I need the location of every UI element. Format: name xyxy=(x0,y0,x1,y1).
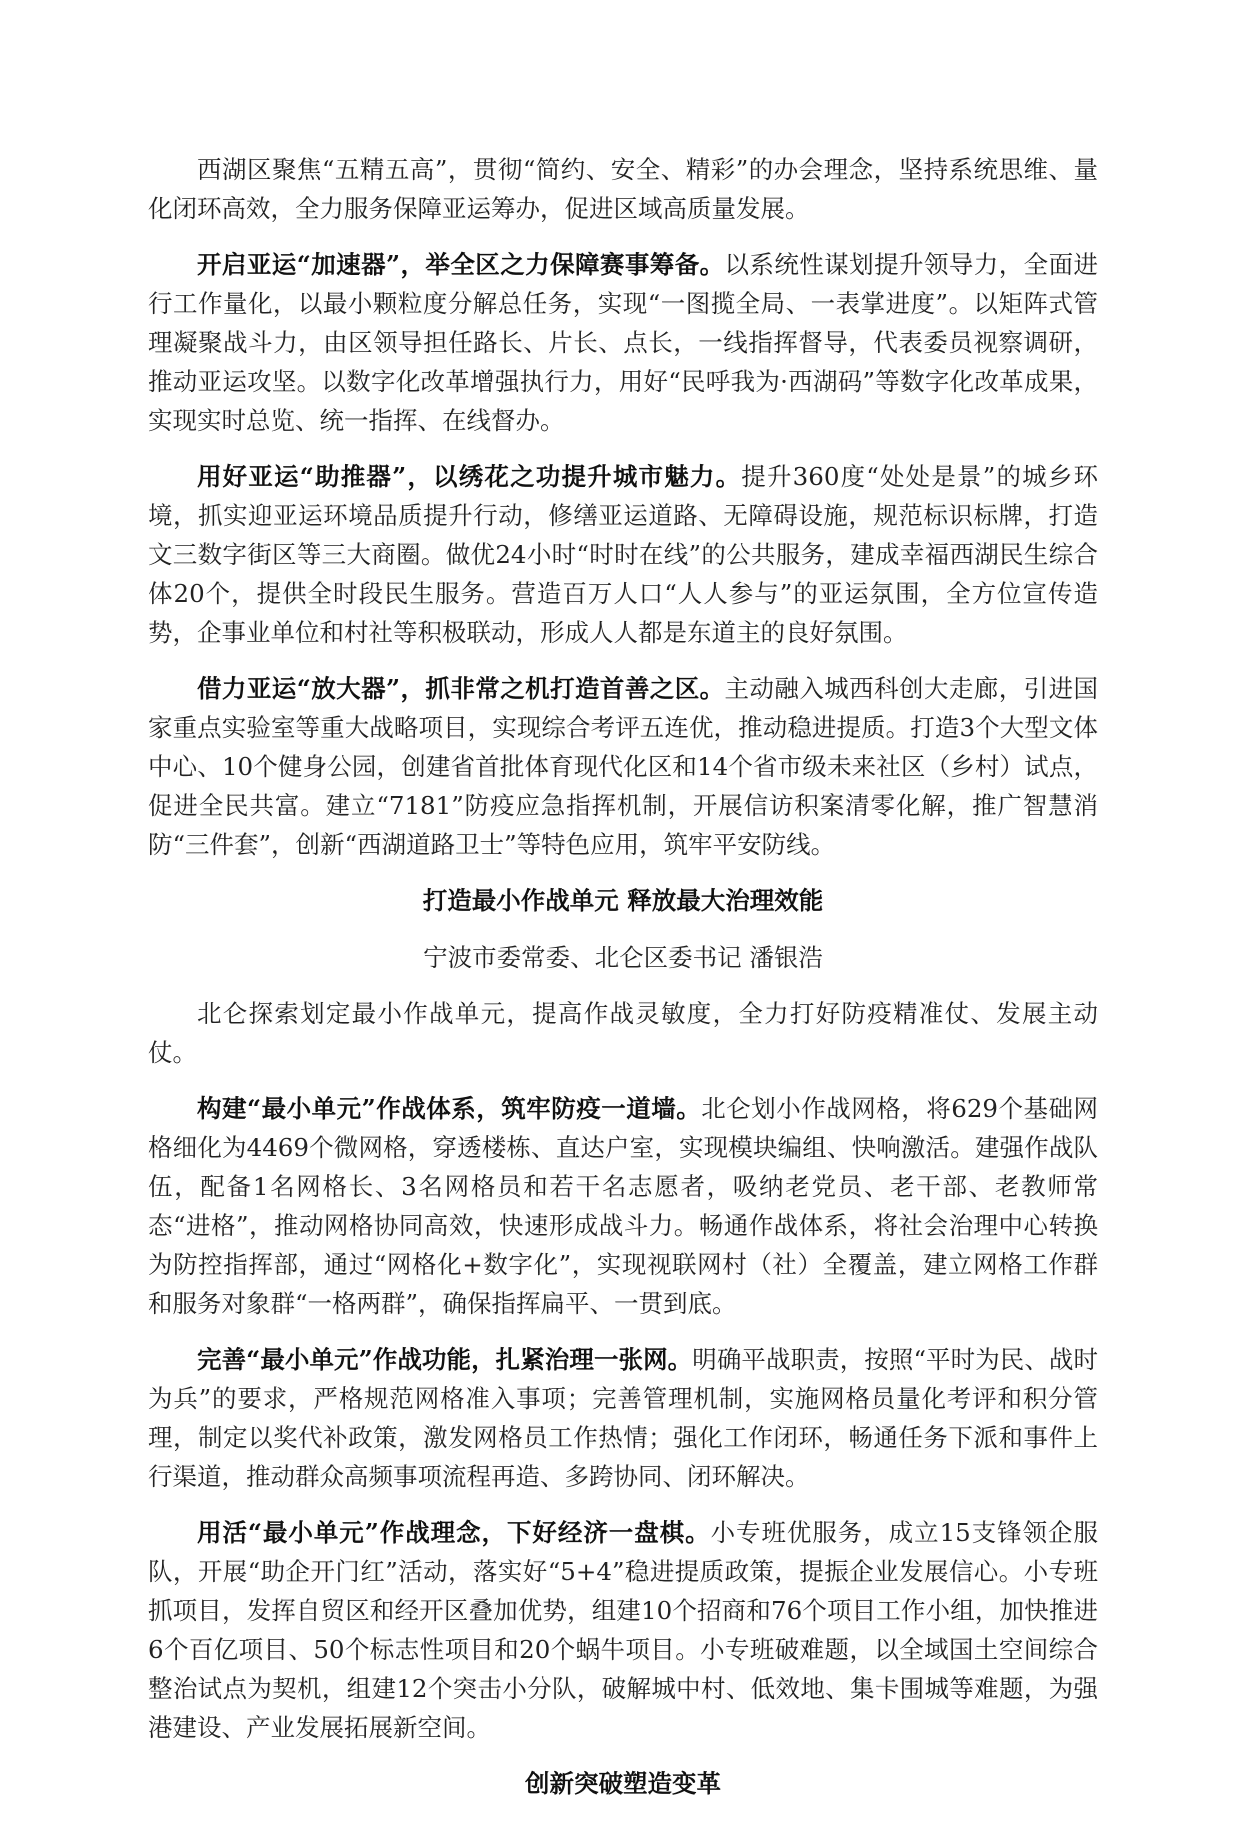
author-byline: 宁波市委常委、北仑区委书记 潘银浩 xyxy=(423,943,823,972)
paragraph-lead: 构建“最小单元”作战体系，筑牢防疫一道墙。 xyxy=(197,1094,702,1123)
paragraph-lead: 开启亚运“加速器”，举全区之力保障赛事筹备。 xyxy=(197,250,725,279)
body-paragraph xyxy=(148,245,1098,440)
body-paragraph xyxy=(148,669,1098,864)
paragraph-lead: 用好亚运“助推器”，以绣花之功提升城市魅力。 xyxy=(197,462,742,491)
paragraph-lead: 用活“最小单元”作战理念，下好经济一盘棋。 xyxy=(197,1518,711,1547)
intro-paragraph xyxy=(148,994,1098,1072)
paragraph-text: 以系统性谋划提升领导力，全面进行工作量化，以最小颗粒度分解总任务，实现“一图揽全局、一表掌进度”。以矩阵式管理凝聚战斗力，由区领导担任路长、片长、点长，一线指挥督导，代表委员视察调研，推动亚运攻坚。以数字化改革增强执行力，用好“民呼我为·西湖码”等数字化改革成果，实现实时总览、统一指挥、在线督办。 xyxy=(148,250,1099,435)
paragraph-text: 明确平战职责，按照“平时为民、战时为兵”的要求，严格规范网格准入事项；完善管理机制，实施网格员量化考评和积分管理，制定以奖代补政策，激发网格员工作热情；强化工作闭环，畅通任务下派和事件上行渠道，推动群众高频事项流程再造、多跨协同、闭环解决。 xyxy=(148,1345,1098,1491)
paragraph-text: 小专班优服务，成立15支锋领企服队，开展“助企开门红”活动，落实好“5+4”稳进提质政策，提振企业发展信心。小专班抓项目，发挥自贸区和经开区叠加优势，组建10个招商和76个项目工作小组，加快推进6个百亿项目、50个标志性项目和20个蜗牛项目。小专班破难题，以全域国土空间综合整治试点为契机，组建12个突击小分队，破解城中村、低效地、集卡围城等难题，为强港建设、产业发展拓展新空间。 xyxy=(148,1518,1098,1742)
paragraph-lead: 借力亚运“放大器”，抓非常之机打造首善之区。 xyxy=(197,674,725,703)
body-paragraph xyxy=(148,1089,1098,1323)
body-paragraph xyxy=(148,1513,1098,1747)
section-heading: 创新突破塑造变革 xyxy=(525,1769,721,1798)
paragraph-lead: 完善“最小单元”作战功能，扎紧治理一张网。 xyxy=(197,1345,693,1374)
paragraph-text: 提升360度“处处是景”的城乡环境，抓实迎亚运环境品质提升行动，修缮亚运道路、无障碍设施，规范标识标牌，打造文三数字街区等三大商圈。做优24小时“时时在线”的公共服务，建成幸福西湖民生综合体20个，提供全时段民生服务。营造百万人口“人人参与”的亚运氛围，全方位宣传造势，企事业单位和村社等积极联动，形成人人都是东道主的良好氛围。 xyxy=(148,462,1099,647)
paragraph-text: 北仑探索划定最小作战单元，提高作战灵敏度，全力打好防疫精准仗、发展主动仗。 xyxy=(148,999,1098,1067)
body-paragraph xyxy=(148,1340,1098,1496)
body-paragraph xyxy=(148,457,1098,652)
paragraph-text: 北仑划小作战网格，将629个基础网格细化为4469个微网格，穿透楼栋、直达户室，实现模块编组、快响激活。建强作战队伍，配备1名网格长、3名网格员和若干名志愿者，吸纳老党员、老干部、老教师常态“进格”，推动网格协同高效，快速形成战斗力。畅通作战体系，将社会治理中心转换为防控指挥部，通过“网格化+数字化”，实现视联网村（社）全覆盖，建立网格工作群和服务对象群“一格两群”，确保指挥扁平、一贯到底。 xyxy=(148,1094,1098,1318)
paragraph-text: 主动融入城西科创大走廊，引进国家重点实验室等重大战略项目，实现综合考评五连优，推动稳进提质。打造3个大型文体中心、10个健身公园，创建省首批体育现代化区和14个省市级未来社区（乡村）试点，促进全民共富。建立“7181”防疫应急指挥机制，开展信访积案清零化解，推广智慧消防“三件套”，创新“西湖道路卫士”等特色应用，筑牢平安防线。 xyxy=(148,674,1099,859)
paragraph-text: 西湖区聚焦“五精五高”，贯彻“简约、安全、精彩”的办会理念，坚持系统思维、量化闭环高效，全力服务保障亚运筹办，促进区域高质量发展。 xyxy=(148,155,1098,223)
intro-paragraph xyxy=(148,150,1098,228)
section-heading: 打造最小作战单元 释放最大治理效能 xyxy=(422,886,824,915)
document-page xyxy=(148,150,1098,1821)
